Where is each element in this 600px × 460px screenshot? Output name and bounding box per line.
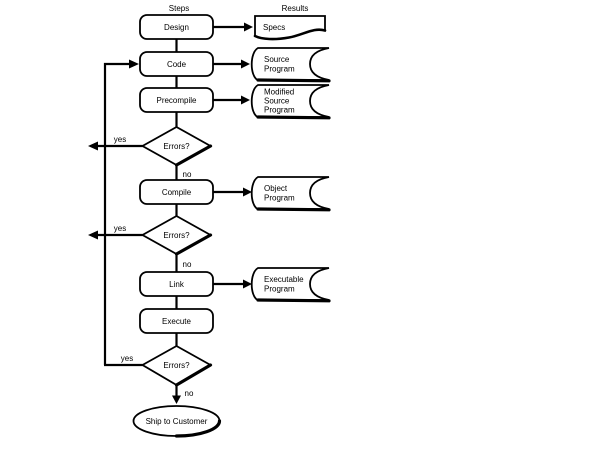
executable-program-bottom: [258, 300, 329, 301]
node-link: [140, 272, 213, 296]
result-specs: [255, 16, 325, 39]
arrowhead-yes1-icon: [88, 142, 98, 151]
executable-program-line2: Program: [264, 284, 295, 294]
node-precompile: [140, 88, 213, 112]
arrowhead-down-to-ship-icon: [172, 396, 181, 405]
link-label: Link: [169, 280, 184, 289]
decision-errors-3: [143, 346, 211, 385]
arrowhead-into-code-icon: [129, 60, 139, 69]
results-column-header: Results: [281, 4, 309, 13]
decision-errors-2: [143, 216, 211, 254]
no-label-errors1: no: [182, 170, 192, 179]
result-modified-source-program: [252, 85, 329, 118]
modified-source-program-line3: Program: [264, 105, 295, 115]
result-source-program: [252, 48, 329, 81]
arrowhead-object-icon: [243, 188, 252, 197]
execute-label: Execute: [162, 317, 191, 326]
arrowhead-specs-icon: [244, 23, 253, 32]
result-executable-program: [252, 268, 329, 301]
compile-label: Compile: [161, 188, 192, 197]
source-program-bottom: [258, 80, 329, 81]
decision-errors-1: [143, 127, 211, 165]
arrowhead-source-icon: [241, 60, 250, 69]
precompile-label: Precompile: [156, 96, 197, 105]
steps-column-header: Steps: [168, 4, 190, 13]
node-execute: [140, 309, 213, 333]
node-ship-to-customer: [134, 406, 220, 436]
errors3-label: Errors?: [163, 361, 190, 370]
errors1-label: Errors?: [163, 142, 190, 151]
no-label-errors3: no: [184, 389, 194, 398]
executable-program-line1: Executable: [264, 275, 304, 284]
object-program-line2: Program: [264, 193, 295, 203]
object-program-bottom: [258, 209, 329, 210]
modified-source-program-line2: Source: [264, 96, 290, 106]
node-compile: [140, 180, 213, 204]
modified-source-program-bottom: [258, 117, 329, 118]
node-design: [140, 15, 213, 39]
specs-label: Specs: [263, 23, 286, 32]
result-object-program: [252, 177, 329, 210]
loop-line-yes-to-code: [105, 64, 130, 365]
yes-label-errors2: yes: [113, 224, 127, 233]
yes-label-errors3: yes: [120, 354, 134, 363]
code-label: Code: [166, 60, 187, 69]
arrowhead-yes2-icon: [88, 231, 98, 240]
source-program-line1: Source: [264, 55, 290, 64]
arrowhead-modified-icon: [241, 96, 250, 105]
source-program-line2: Program: [264, 64, 295, 74]
object-program-line1: Object: [264, 184, 288, 193]
node-code: [140, 52, 213, 76]
errors2-label: Errors?: [163, 231, 190, 240]
modified-source-program-line1: Modified: [264, 87, 295, 97]
design-label: Design: [164, 23, 189, 32]
yes-label-errors1: yes: [113, 135, 127, 144]
no-label-errors2: no: [182, 260, 192, 269]
arrowhead-executable-icon: [243, 280, 252, 289]
ship-label: Ship to Customer: [145, 417, 208, 426]
